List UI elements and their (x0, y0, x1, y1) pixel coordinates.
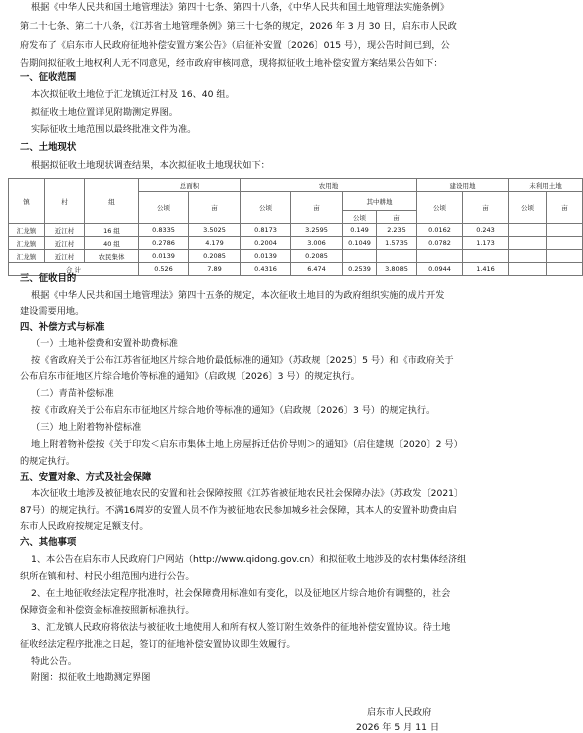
cell: 近江村 (45, 224, 85, 237)
scope-line-3: 实际征收土地范围以最终批准文件为准。 (31, 124, 197, 135)
compensation-sub-1: （一）土地补偿费和安置补助费标准 (31, 338, 178, 349)
header-farmland: 农用地 (241, 179, 417, 192)
section-5-heading: 五、安置对象、方式及社会保障 (20, 472, 152, 483)
cell: 0.243 (463, 224, 509, 237)
header-unused-ha: 公顷 (509, 192, 547, 224)
cell (509, 237, 547, 250)
cell (509, 250, 547, 263)
cell: 1.5735 (377, 237, 417, 250)
table-row (9, 250, 583, 263)
other-line-1: 1、本公告在启东市人民政府门户网站（http://www.qidong.gov.cn）和拟征收土地涉及的农村集体经济组 (31, 554, 467, 565)
purpose-line-2: 建设需要用地。 (20, 306, 85, 317)
cell: 0.0139 (139, 250, 189, 263)
header-farm-ha: 公顷 (241, 192, 291, 224)
compensation-sub-3: （三）地上附着物补偿标准 (31, 422, 142, 433)
other-line-4: 保障资金和补偿资金标准按照新标准执行。 (20, 605, 195, 616)
land-status-table (8, 178, 583, 276)
header-farm-mu: 亩 (291, 192, 343, 224)
intro-line-1: 根据《中华人民共和国土地管理法》第四十七条、第四十八条，《中华人民共和国土地管理法实施条例》 (31, 2, 450, 13)
cell (509, 224, 547, 237)
cell: 0.4316 (241, 263, 291, 276)
cell: 农民集体 (85, 250, 139, 263)
cell (463, 250, 509, 263)
cell: 汇龙镇 (9, 237, 45, 250)
cell (547, 263, 583, 276)
compensation-line-1: 按《省政府关于公布江苏省征地区片综合地价最低标准的通知》（苏政规〔2025〕5 号）和《市政府关于 (31, 355, 454, 366)
header-total-ha: 公顷 (139, 192, 189, 224)
intro-line-4: 告期间拟征收土地权利人无不同意见，经市政府审核同意，现将拟征收土地补偿安置方案结果公告如下： (20, 58, 443, 69)
header-town: 镇 (9, 179, 45, 224)
section-2-heading: 二、土地现状 (20, 142, 77, 153)
crop-compensation-line: 按《市政府关于公布启东市征地区片综合地价等标准的通知》（启政规〔2026〕3 号）的规定执行。 (31, 405, 436, 416)
cell: 近江村 (45, 237, 85, 250)
cell: 16 组 (85, 224, 139, 237)
header-arable: 其中耕地 (343, 192, 417, 211)
cell: 1.416 (463, 263, 509, 276)
cell: 0.2004 (241, 237, 291, 250)
header-arable-mu: 亩 (377, 211, 417, 224)
cell: 汇龙镇 (9, 250, 45, 263)
cell: 1.173 (463, 237, 509, 250)
scope-line-1: 本次拟征收土地位于汇龙镇近江村及 16、40 组。 (31, 89, 235, 100)
status-line: 根据拟征收土地现状调查结果，本次拟征收土地现状如下： (31, 160, 270, 171)
other-line-6: 征收经法定程序批准之日起，签订的征地补偿安置协议即生效履行。 (20, 639, 296, 650)
other-line-2: 织所在镇和村、村民小组范围内进行公告。 (20, 571, 195, 582)
signature-org: 启东市人民政府 (367, 707, 432, 718)
header-unused-land: 未利用土地 (509, 179, 583, 192)
other-line-5: 3、汇龙镇人民政府将依法与被征收土地使用人和所有权人签订附生效条件的征地补偿安置协议。待土地 (31, 622, 451, 633)
scope-line-2: 拟征收土地位置详见附勘测定界图。 (31, 107, 178, 118)
header-unused-mu: 亩 (547, 192, 583, 224)
cell: 近江村 (45, 250, 85, 263)
section-4-heading: 四、补偿方式与标准 (20, 322, 105, 333)
resettlement-line-3: 东市人民政府按规定足额支付。 (20, 521, 149, 532)
cell (547, 224, 583, 237)
compensation-sub-2: （二）青苗补偿标准 (31, 388, 114, 399)
resettlement-line-1: 本次征收土地涉及被征地农民的安置和社会保障按照《江苏省被征地农民社会保障办法》（苏政发〔2021〕 (31, 488, 464, 499)
resettlement-line-2: 87号）的规定执行。不满16周岁的安置人员不作为被征地农民参加城乡社会保障，其本人的安置补助费由启 (20, 505, 457, 516)
header-total-area: 总面积 (139, 179, 241, 192)
cell: 2.235 (377, 224, 417, 237)
cell: 0.2085 (291, 250, 343, 263)
cell: 0.8335 (139, 224, 189, 237)
signature-date: 2026 年 5 月 11 日 (356, 722, 440, 733)
cell: 6.474 (291, 263, 343, 276)
attachment-compensation-line-2: 的规定执行。 (20, 456, 76, 467)
header-arable-ha: 公顷 (343, 211, 377, 224)
header-group: 组 (85, 179, 139, 224)
appendix-line: 附图：拟征收土地勘测定界图 (31, 672, 151, 683)
intro-line-3: 府发布了《启东市人民政府征地补偿安置方案公告》（启征补安置〔2026〕015 号），现公告时间已到，公 (20, 40, 450, 51)
purpose-line-1: 根据《中华人民共和国土地管理法》第四十五条的规定，本次征收土地目的为政府组织实施的成片开发 (31, 290, 445, 301)
header-build-mu: 亩 (463, 192, 509, 224)
cell (417, 250, 463, 263)
table-row (9, 224, 583, 237)
cell: 4.179 (189, 237, 241, 250)
header-build-ha: 公顷 (417, 192, 463, 224)
cell (377, 250, 417, 263)
cell (547, 237, 583, 250)
other-line-3: 2、在土地征收经法定程序批准时，社会保障费用标准如有变化，以及征地区片综合地价有调整的，社会 (31, 588, 451, 599)
section-1-heading: 一、征收范围 (20, 72, 77, 83)
cell: 0.0162 (417, 224, 463, 237)
cell: 3.5025 (189, 224, 241, 237)
cell: 0.2085 (189, 250, 241, 263)
table-row (9, 237, 583, 250)
cell (343, 250, 377, 263)
total-label: 合 计 (9, 263, 139, 276)
cell: 0.0139 (241, 250, 291, 263)
section-3-heading: 三、征收目的 (20, 273, 77, 284)
attachment-compensation-line-1: 地上附着物补偿按《关于印发＜启东市集体土地上房屋拆迁估价导则＞的通知》（启住建规〔2020〕2 号） (31, 439, 463, 450)
header-village: 村 (45, 179, 85, 224)
cell: 40 组 (85, 237, 139, 250)
cell: 3.2595 (291, 224, 343, 237)
closing-line: 特此公告。 (31, 656, 77, 667)
cell: 0.2786 (139, 237, 189, 250)
cell: 0.149 (343, 224, 377, 237)
header-total-mu: 亩 (189, 192, 241, 224)
cell: 0.1049 (343, 237, 377, 250)
cell: 0.526 (139, 263, 189, 276)
header-construction-land: 建设用地 (417, 179, 509, 192)
section-6-heading: 六、其他事项 (20, 537, 77, 548)
cell: 0.0944 (417, 263, 463, 276)
cell: 0.8173 (241, 224, 291, 237)
cell: 0.2539 (343, 263, 377, 276)
cell: 7.89 (189, 263, 241, 276)
cell: 3.006 (291, 237, 343, 250)
cell: 0.0782 (417, 237, 463, 250)
intro-line-2: 第二十七条、第二十八条，《江苏省土地管理条例》第三十七条的规定，2026 年 3 月 30 日，启东市人民政 (20, 21, 457, 32)
cell: 汇龙镇 (9, 224, 45, 237)
cell (547, 250, 583, 263)
compensation-line-2: 公布启东市征地区片综合地价等标准的通知》（启政规〔2026〕3 号）的规定执行。 (20, 371, 360, 382)
cell: 3.8085 (377, 263, 417, 276)
